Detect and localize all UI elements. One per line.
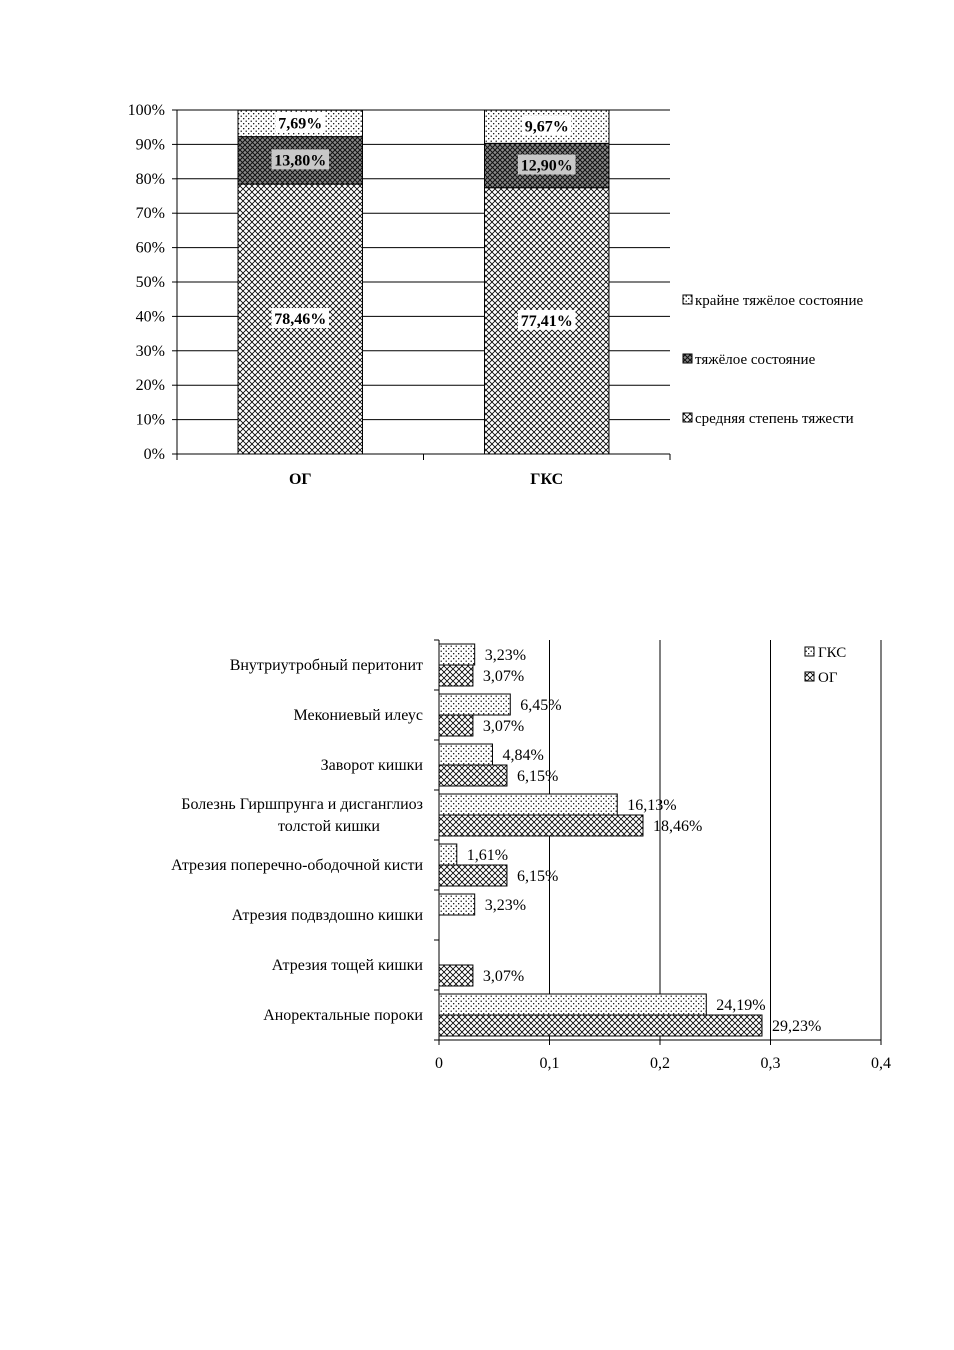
bar-ог-3 (439, 815, 643, 836)
data-label: 6,15% (516, 868, 559, 885)
category-line: Мекониевый илеус (293, 707, 423, 724)
x-tick-label: 0,2 (650, 1055, 670, 1072)
data-label: 1,61% (466, 847, 509, 864)
legend-swatch (683, 413, 692, 422)
legend-label: ГКС (818, 645, 847, 661)
legend-swatch (805, 672, 814, 681)
category-line: Внутриутробный перитонит (229, 657, 423, 674)
bar-гкс-4 (439, 844, 457, 865)
category-line: Атрезия тощей кишки (271, 957, 423, 974)
bar-гкс-0 (439, 644, 475, 665)
bar-гкс-2 (439, 744, 492, 765)
x-category-label: ГКС (530, 471, 564, 488)
malformations-bar-chart (171, 640, 891, 1072)
y-tick-label: 90% (135, 136, 165, 154)
x-category-labels (289, 471, 563, 488)
category-line: толстой кишки (278, 818, 380, 835)
data-label: 3,23% (484, 647, 527, 664)
y-tick-label: 80% (135, 170, 165, 188)
y-tick-label: 60% (135, 239, 165, 257)
data-label: 29,23% (771, 1018, 822, 1035)
y-category-label (293, 707, 423, 724)
legend-swatch (805, 647, 814, 656)
y-category-label (181, 796, 423, 835)
legend-label: тяжёлое состояние (695, 352, 816, 368)
severity-stacked-chart (128, 102, 864, 488)
data-label: 18,46% (652, 818, 703, 835)
data-label: 77,41% (520, 312, 573, 330)
category-line: Болезнь Гиршпрунга и дисганглиоз (181, 796, 423, 813)
x-gridlines (550, 640, 882, 1040)
x-tick-label: 0,1 (539, 1055, 560, 1072)
legend-label: средняя степень тяжести (695, 411, 854, 427)
y-tick-labels (128, 102, 165, 463)
x-tick-labels (435, 1055, 891, 1072)
bar-ог-1 (439, 715, 473, 736)
legend-swatch (683, 354, 692, 363)
legend-swatch (683, 295, 692, 304)
data-label: 13,80% (274, 152, 327, 170)
category-line: Атрезия подвздошно кишки (231, 907, 423, 924)
data-label: 24,19% (716, 997, 766, 1014)
bar-гкс-5 (439, 894, 475, 915)
data-label: 3,07% (482, 668, 525, 685)
y-tick-label: 50% (135, 274, 165, 291)
bar-гкс-1 (439, 694, 510, 715)
data-label: 78,46% (274, 311, 327, 329)
bar-ог-7 (439, 1015, 762, 1036)
y-category-labels (171, 657, 423, 1024)
data-label: 7,69% (278, 115, 323, 133)
legend-label: ОГ (818, 670, 838, 686)
y-category-label (272, 957, 424, 974)
y-tick-label: 70% (135, 205, 165, 223)
category-line: Аноректальные пороки (263, 1007, 423, 1024)
y-tick-label: 0% (143, 446, 165, 463)
x-tick-label: 0,4 (871, 1055, 891, 1072)
category-line: Атрезия поперечно-ободочной кисти (171, 857, 423, 874)
legend (683, 293, 863, 427)
data-label: 3,23% (484, 897, 527, 914)
y-tick-label: 100% (127, 102, 165, 119)
bar-ог-2 (439, 765, 507, 786)
data-label: 6,45% (520, 697, 562, 714)
y-category-label (232, 907, 424, 924)
bar-ог-4 (439, 865, 507, 886)
legend (805, 645, 846, 686)
data-label: 12,90% (520, 157, 573, 175)
data-label: 9,67% (524, 118, 569, 136)
y-category-label (263, 1007, 423, 1024)
x-tick-label: 0,3 (760, 1055, 781, 1072)
data-label: 4,84% (502, 747, 544, 764)
y-tick-label: 20% (135, 377, 165, 395)
bar-ог-0 (439, 665, 473, 686)
data-label: 3,07% (482, 718, 525, 735)
y-tick-label: 30% (135, 342, 165, 360)
x-tick-label: 0 (435, 1055, 443, 1072)
bar-ог-6 (439, 965, 473, 986)
legend-label: крайне тяжёлое состояние (695, 293, 864, 309)
horizontal-bars (439, 644, 821, 1036)
y-category-label (171, 857, 423, 874)
x-category-label: ОГ (288, 471, 312, 488)
data-label: 6,15% (516, 768, 559, 785)
category-line: Заворот кишки (320, 757, 423, 774)
y-category-label (321, 757, 424, 774)
y-tick-label: 40% (135, 308, 165, 326)
data-label: 3,07% (482, 968, 525, 985)
y-tick-label: 10% (135, 411, 165, 429)
bar-гкс-7 (439, 994, 706, 1015)
y-category-label (230, 657, 423, 674)
bar-гкс-3 (439, 794, 617, 815)
data-label: 16,13% (627, 797, 677, 814)
